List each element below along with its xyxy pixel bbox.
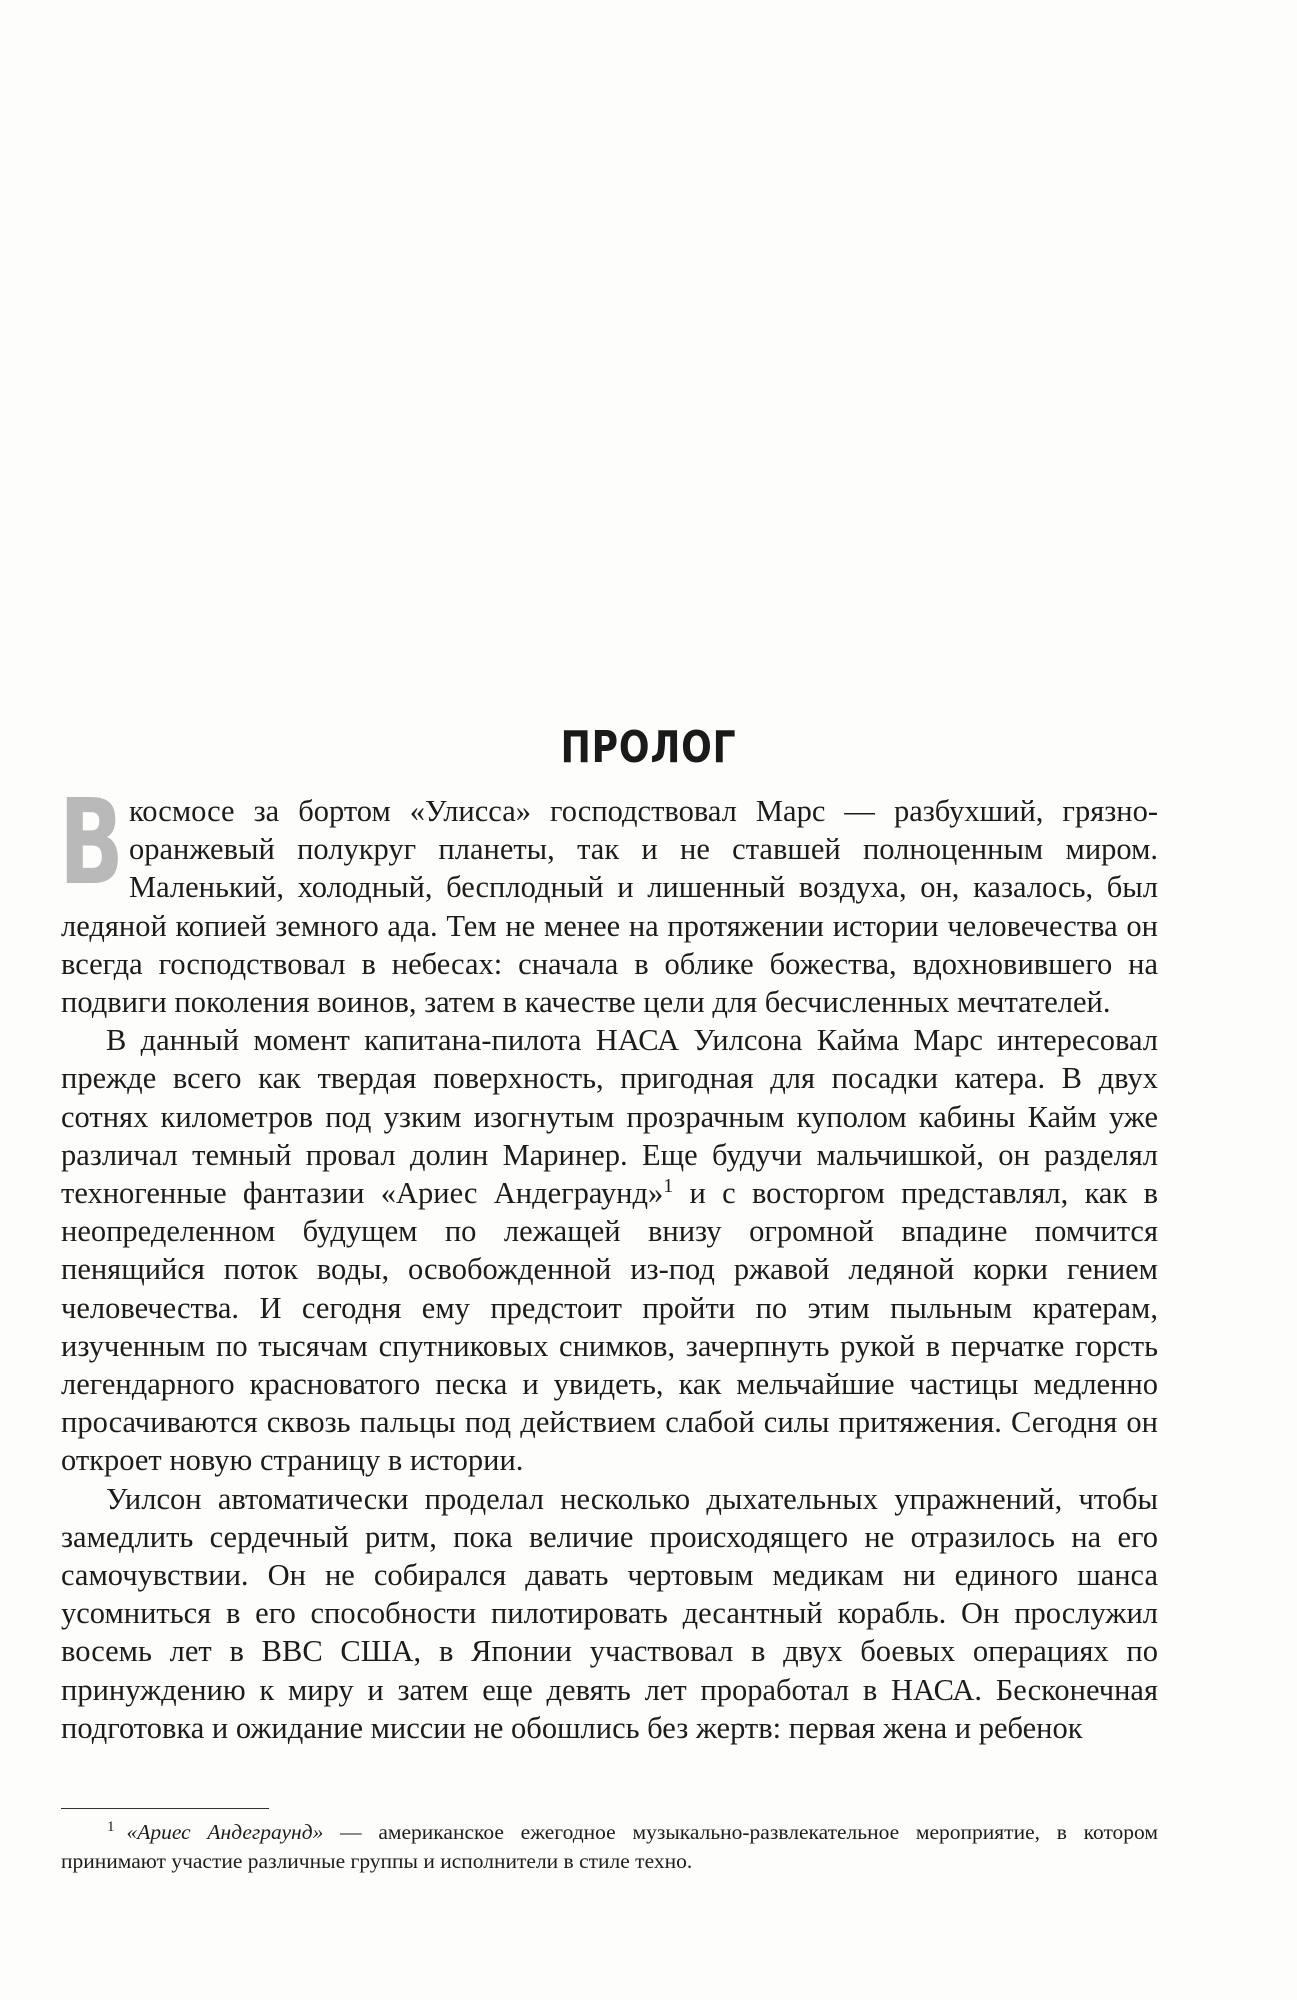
drop-cap: В (59, 773, 124, 911)
footnote-reference[interactable]: 1 (663, 1174, 674, 1197)
footnote-text: — американское ежегодное музыкально-развлекательное мероприятие, в котором принимают участие различные группы и исполнители в стиле техно. (61, 1820, 1159, 1873)
chapter-title: ПРОЛОГ (560, 722, 737, 773)
footnote-term: «Ариес Андеграунд» (126, 1820, 324, 1844)
footnote-number: 1 (107, 1818, 115, 1835)
paragraph-2-text-after: и с восторгом представлял, как в неопределенном будущем по лежащей внизу огромной впадине помчится пенящийся поток воды, освобожденной из-под ржавой ледяной корки гением человечества. И сегодня ему предстоит пройти по этим пыльным кратерам, изученным по тысячам спутниковых снимков, зачерпнуть рукой в перчатке горсть легендарного красноватого песка и увидеть, как мельчайшие частицы медленно просачиваются сквозь пальцы под действием слабой силы притяжения. Сегодня он откроет новую страницу в истории. (61, 1176, 1158, 1478)
paragraph-2-text-before: В данный момент капитана-пилота НАСА Уилсона Кайма Марс интересовал прежде всего как твердая поверхность, пригодная для посадки катера. В двух сотнях километров под узким изогнутым прозрачным куполом кабины Кайм уже различал темный провал долин Маринер. Еще будучи мальчишкой, он разделял техногенные фантазии «Ариес Андеграунд» (61, 1023, 1158, 1211)
body-text (59, 773, 1158, 1747)
footnote (61, 1818, 1158, 1876)
paragraph-1-text: космосе за бортом «Улисса» господствовал Марс — разбухший, грязно-оранжевый полукруг планеты, так и не ставшей полноценным миром. Маленький, холодный, бесплодный и лишенный воздуха, он, казалось, был ледяной копией земного ада. Тем не менее на протяжении истории человечества он всегда господствовал в небесах: сначала в облике божества, вдохновившего на подвиги поколения воинов, затем в качестве цели для бесчисленных мечтателей. (61, 794, 1158, 1020)
paragraph-2 (61, 1021, 1158, 1479)
paragraph-3 (61, 1480, 1158, 1747)
paragraph-3-text: Уилсон автоматически проделал несколько дыхательных упражнений, чтобы замедлить сердечный ритм, пока величие происходящего не отразилось на его самочувствии. Он не собирался давать чертовым медикам ни единого шанса усомниться в его способности пилотировать десантный корабль. Он прослужил восемь лет в ВВС США, в Японии участвовал в двух боевых операциях по принуждению к миру и затем еще девять лет проработал в НАСА. Бесконечная подготовка и ожидание миссии не обошлись без жертв: первая жена и ребенок (61, 1481, 1158, 1745)
footnote-divider (61, 1808, 269, 1809)
paragraph-1 (59, 773, 1158, 1021)
